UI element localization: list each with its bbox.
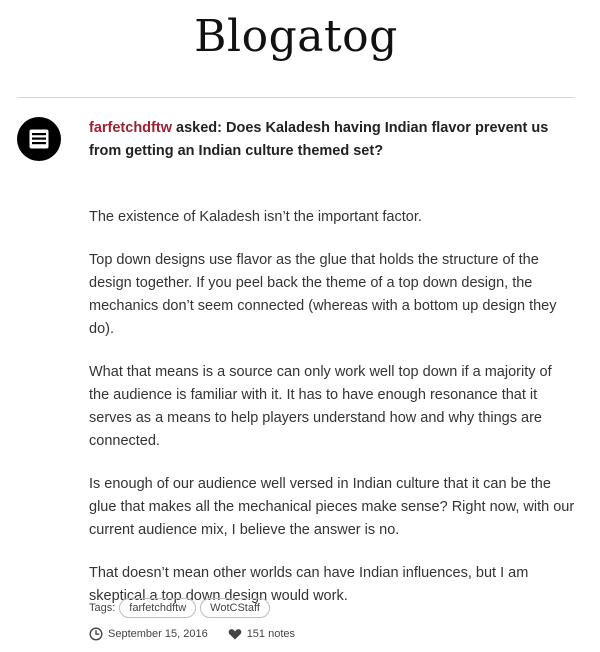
- tag-farfetchdftw[interactable]: farfetchdftw: [119, 598, 196, 618]
- notes-count: 151 notes: [246, 628, 296, 640]
- answer-paragraph: What that means is a source can only work well top down if a majority of the audience is familiar with it. It has to have enough resonance that it serves as a means to help players understand how and why things are connected.: [89, 364, 552, 449]
- answer-paragraph: That doesn’t mean other worlds can have Indian influences, but I am skeptical a top down design would work.: [89, 565, 529, 604]
- question-text: Does Kaladesh having Indian flavor prevent us from getting an Indian culture themed set?: [89, 120, 549, 159]
- avatar[interactable]: [17, 117, 61, 161]
- answer-body: [89, 206, 575, 608]
- asked-label: asked:: [171, 120, 226, 136]
- clock-icon: [89, 627, 103, 641]
- answer-paragraph: The existence of Kaladesh isn’t the important factor.: [89, 209, 422, 225]
- tag-wotcstaff[interactable]: WotCStaff: [200, 598, 270, 618]
- text-post-icon: [29, 129, 49, 149]
- post-meta: [89, 627, 295, 641]
- tags-row: [89, 598, 270, 618]
- notes-link[interactable]: [228, 627, 295, 641]
- tags-label: Tags:: [89, 602, 116, 614]
- answer-paragraph: Top down designs use flavor as the glue that holds the structure of the design together. If you peel back the theme of a top down design, the mechanics don’t seem connected (whereas with a bottom up design they do).: [89, 252, 557, 337]
- question: [89, 117, 575, 163]
- header-divider: [17, 97, 575, 98]
- answer-paragraph: Is enough of our audience well versed in Indian culture that it can be the glue that makes all the mechanical pieces make sense? Right now, with our current audience mix, I believe the answer is no.: [89, 476, 575, 538]
- post: [89, 117, 575, 608]
- blog-title[interactable]: Blogatog: [194, 11, 398, 62]
- post-date-link[interactable]: September 15, 2016: [108, 628, 208, 640]
- heart-icon: [228, 627, 242, 641]
- asker-link[interactable]: farfetchdftw: [89, 120, 172, 136]
